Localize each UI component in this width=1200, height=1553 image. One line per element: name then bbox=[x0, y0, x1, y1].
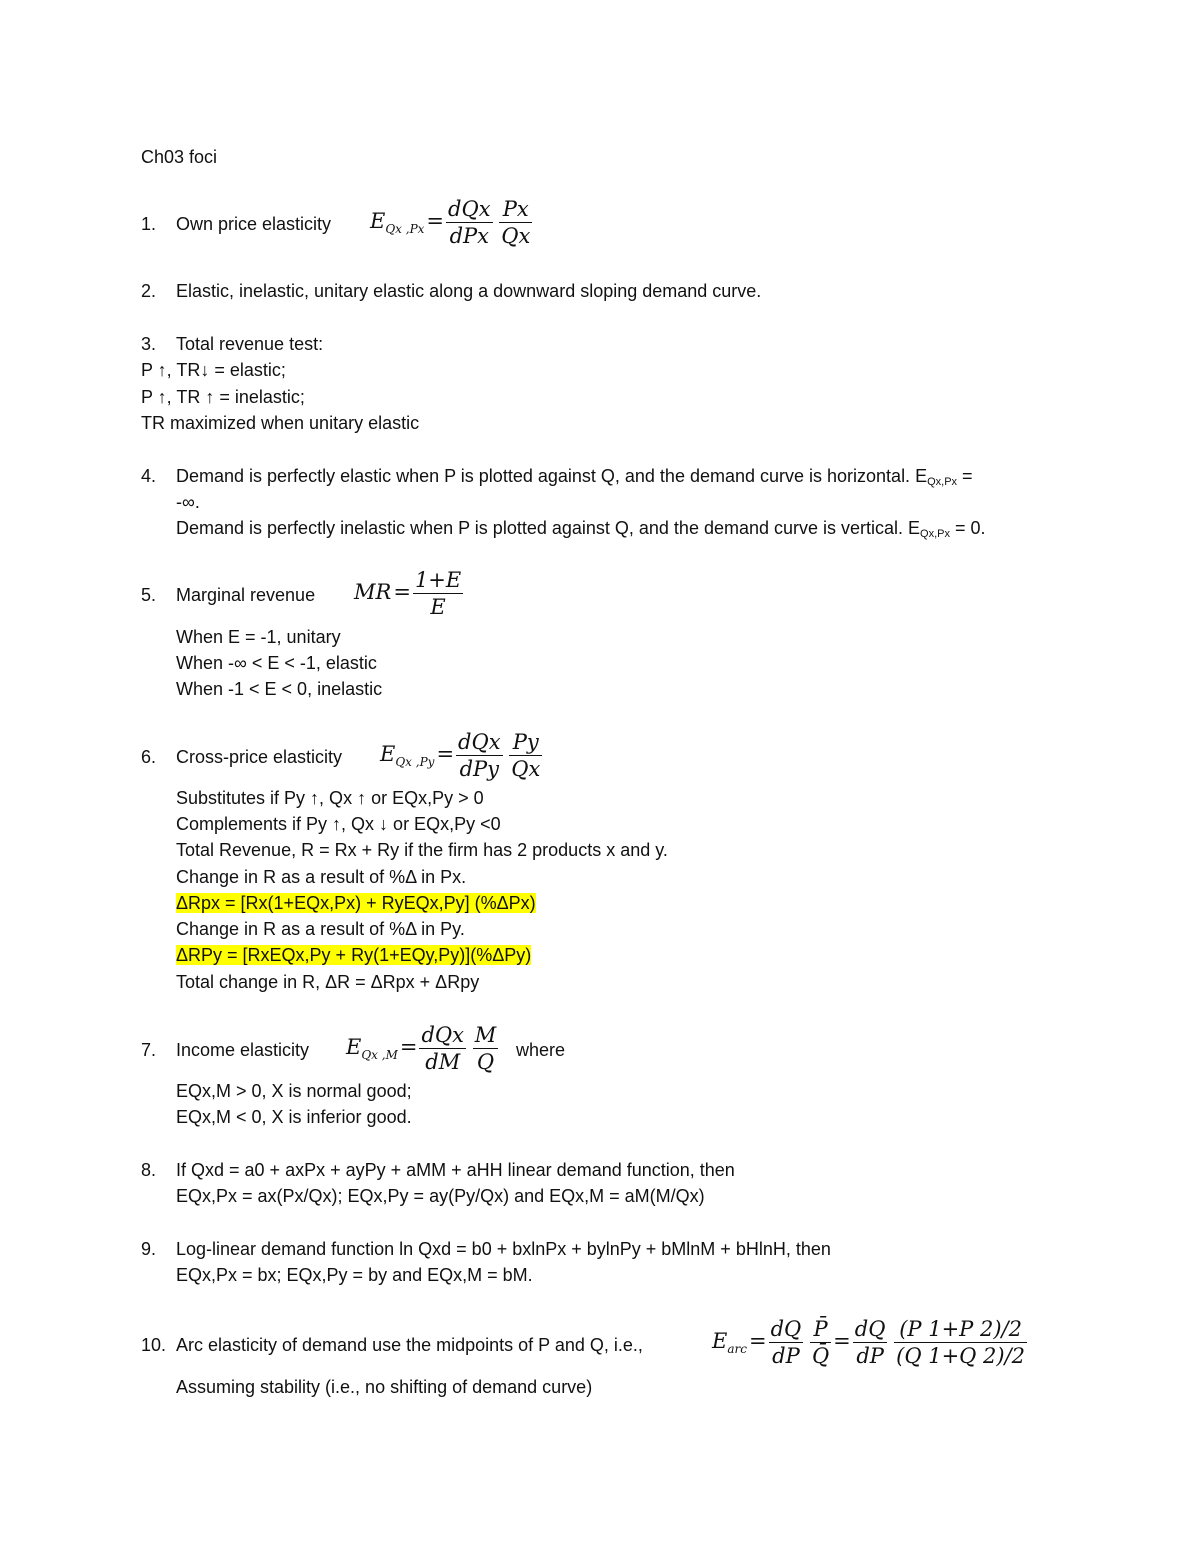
item-10-text: Arc elasticity of demand use the midpoints of P and Q, i.e., bbox=[176, 1335, 643, 1355]
item-3-text: Total revenue test: bbox=[176, 334, 324, 354]
item-4-line-3: Demand is perfectly inelastic when P is plotted against Q, and the demand curve is vertical. $E_{Qx,Px} = 0$. bbox=[176, 518, 986, 540]
item-5-line-3: When -1 < E < 0, inelastic bbox=[176, 679, 383, 699]
item-4-line-2: -∞. bbox=[176, 492, 200, 512]
item-1-number: 1. bbox=[141, 214, 157, 234]
item-4-line-1: Demand is perfectly elastic when P is plotted against Q, and the demand curve is horizontal. $E_{Qx,Px}$ = bbox=[176, 466, 973, 488]
formula-own-price-elasticity: $E_{Qx ,Px}=$ $\frac{\text{dQx}}{\text{dPx}}$ $\frac{Px}{Qx}$ bbox=[370, 197, 531, 248]
highlight-delta-r-py: ΔRPy = [RxEQx,Py + Ry(1+EQy,Py)](%ΔPy) bbox=[176, 945, 532, 965]
item-6-line-4: Change in R as a result of %Δ in Px. bbox=[176, 867, 467, 887]
item-2-text: Elastic, inelastic, unitary elastic along a downward sloping demand curve. bbox=[176, 281, 762, 301]
item-6-line-5 bbox=[176, 892, 536, 914]
item-6-line-2: Complements if Py ↑, Qx ↓ or EQx,Py <0 bbox=[176, 814, 501, 834]
item-6-text: Cross-price elasticity bbox=[176, 747, 343, 767]
item-3-number: 3. bbox=[141, 334, 157, 354]
doc-title: Ch03 foci bbox=[141, 147, 218, 167]
item-9-line-1: Log-linear demand function ln Qxd = b0 + bxlnPx + bylnPy + bMlnM + bHlnH, then bbox=[176, 1239, 831, 1259]
item-8-line-2: EQx,Px = ax(Px/Qx); EQx,Py = ay(Py/Qx) and EQx,M = aM(M/Qx) bbox=[176, 1186, 705, 1206]
item-7-number: 7. bbox=[141, 1040, 157, 1060]
item-7-where: where bbox=[516, 1040, 566, 1060]
item-3-line-1: P ↑, TR↓ = elastic; bbox=[141, 360, 286, 380]
item-10-number: 10. bbox=[141, 1335, 167, 1355]
item-9-line-2: EQx,Px = bx; EQx,Py = by and EQx,M = bM. bbox=[176, 1265, 533, 1285]
formula-cross-price-elasticity: $E_{Qx ,Py}=$ $\frac{\text{dQx}}{\text{dPy}}$ $\frac{Py}{Qx}$ bbox=[380, 730, 541, 781]
item-5-text: Marginal revenue bbox=[176, 585, 316, 605]
highlight-delta-r-px: ΔRpx = [Rx(1+EQx,Px) + RyEQx,Py] (%ΔPx) bbox=[176, 893, 536, 913]
item-6-line-1: Substitutes if Py ↑, Qx ↑ or EQx,Py > 0 bbox=[176, 788, 484, 808]
formula-marginal-revenue: MR= $\frac{1+E}{E}$ bbox=[354, 568, 462, 619]
item-5-line-1: When E = -1, unitary bbox=[176, 627, 341, 647]
item-3-line-2: P ↑, TR ↑ = inelastic; bbox=[141, 387, 305, 407]
item-5-line-2: When -∞ < E < -1, elastic bbox=[176, 653, 377, 673]
item-8-line-1: If Qxd = a0 + axPx + ayPy + aMM + aHH linear demand function, then bbox=[176, 1160, 735, 1180]
item-4-number: 4. bbox=[141, 466, 157, 486]
formula-income-elasticity: $E_{Qx ,M}=$ $\frac{\text{dQx}}{dM}$ $\frac{M}{Q}$ bbox=[346, 1023, 497, 1074]
item-6-line-3: Total Revenue, R = Rx + Ry if the firm has 2 products x and y. bbox=[176, 840, 668, 860]
item-7-line-2: EQx,M < 0, X is inferior good. bbox=[176, 1107, 412, 1127]
item-3-line-3: TR maximized when unitary elastic bbox=[141, 413, 420, 433]
item-2-number: 2. bbox=[141, 281, 157, 301]
item-5-number: 5. bbox=[141, 585, 157, 605]
item-7-line-1: EQx,M > 0, X is normal good; bbox=[176, 1081, 412, 1101]
item-8-number: 8. bbox=[141, 1160, 157, 1180]
item-6-number: 6. bbox=[141, 747, 157, 767]
item-6-line-7 bbox=[176, 944, 531, 966]
item-7-text: Income elasticity bbox=[176, 1040, 310, 1060]
item-9-number: 9. bbox=[141, 1239, 157, 1259]
item-6-line-8: Total change in R, ΔR = ΔRpx + ΔRpy bbox=[176, 972, 480, 992]
item-6-line-6: Change in R as a result of %Δ in Py. bbox=[176, 919, 465, 939]
item-10-line-1: Assuming stability (i.e., no shifting of demand curve) bbox=[176, 1377, 593, 1397]
item-1-text: Own price elasticity bbox=[176, 214, 332, 234]
formula-arc-elasticity: $E_{arc}=$ $\frac{dQ}{dP}$ $\frac{P̄}{Q̄}$ = $\frac{dQ}{dP}$ $\frac{(P 1+P 2)/2}{(Q 1+Q 2)/2}$ bbox=[712, 1317, 1026, 1368]
